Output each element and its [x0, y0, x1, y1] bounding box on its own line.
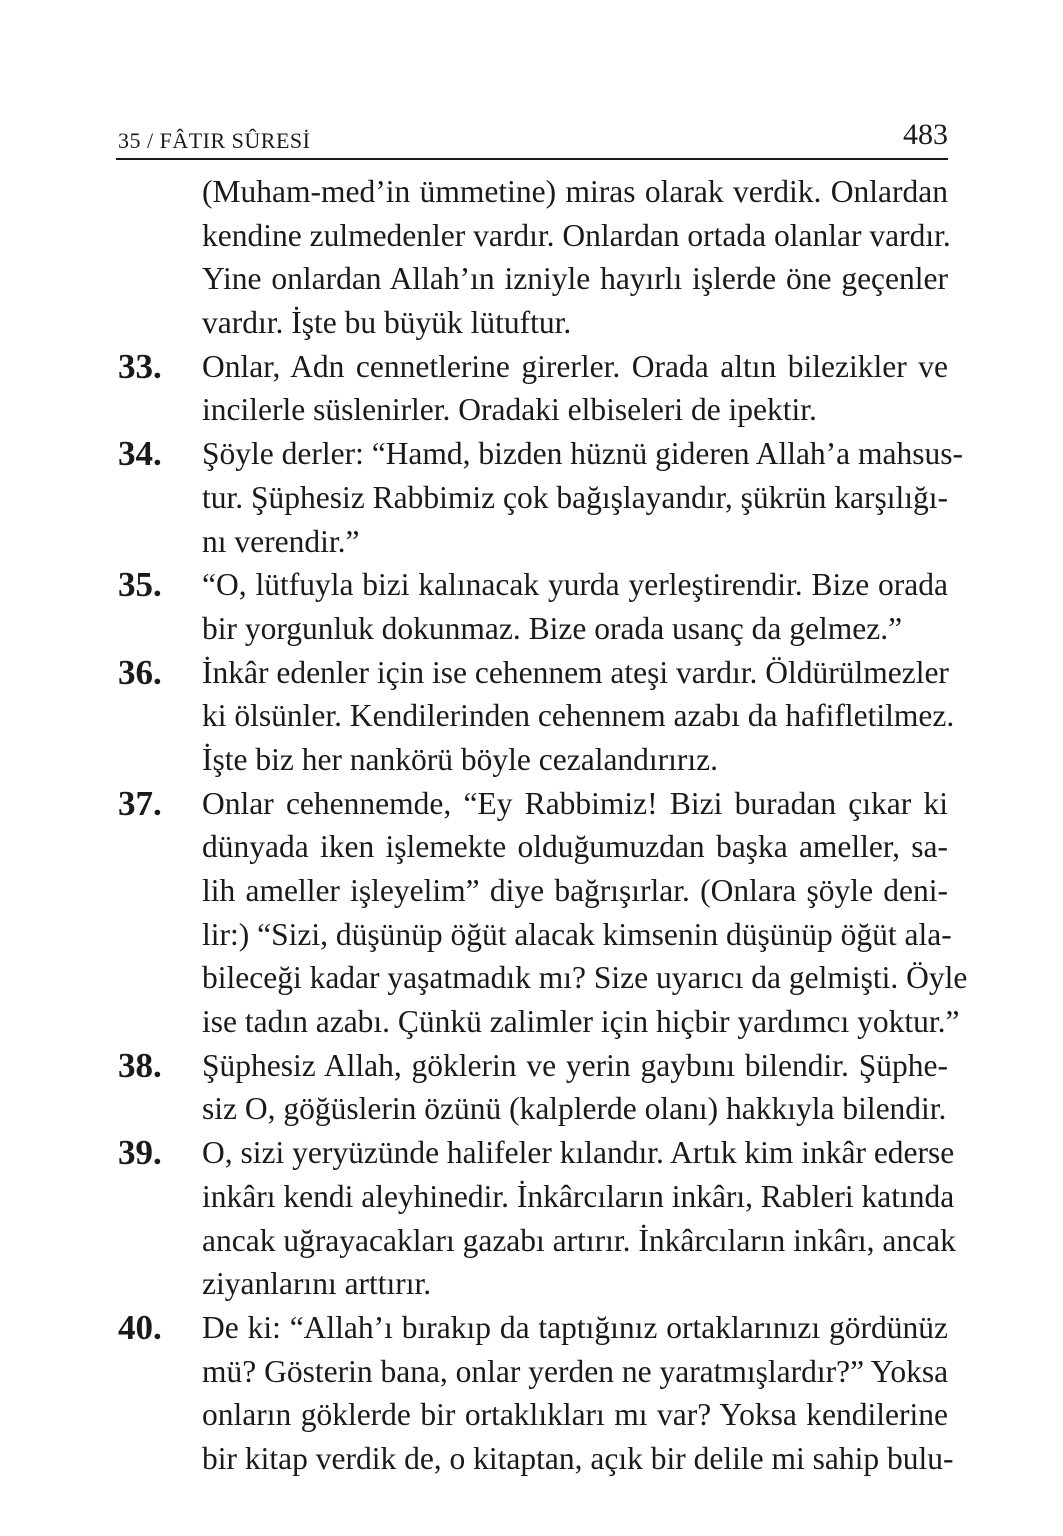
text-line: De ki: “Allah’ı bırakıp da taptığınız ortaklarınızı gördünüz [202, 1309, 948, 1345]
verse-number: 33. [118, 346, 162, 386]
page-header [116, 112, 948, 160]
verse-36 [116, 651, 955, 782]
text-line: “O, lütfuyla bizi kalınacak yurda yerleştirendir. Bize orada [202, 567, 948, 603]
text-line: Şöyle derler: “Hamd, bizden hüznü gideren Allah’a mahsus- [202, 436, 964, 472]
text-line: Şüphesiz Allah, göklerin ve yerin gaybını bilendir. Şüphe- [202, 1047, 948, 1083]
text-line: bir yorgunluk dokunmaz. Bize orada usanç da gelmez.” [202, 610, 903, 646]
text-line: mü? Gösterin bana, onlar yerden ne yaratmışlardır?” Yoksa [202, 1353, 949, 1389]
intro-paragraph [116, 170, 951, 345]
text-line: (Muham-med’in ümmetine) miras olarak verdik. Onlardan [202, 174, 948, 209]
verse-number: 35. [118, 565, 162, 605]
text-line: Yine onlardan Allah’ın izniyle hayırlı işlerde öne geçenler [202, 261, 948, 297]
verse-number: 38. [118, 1045, 162, 1085]
text-line: ki ölsünler. Kendilerinden cehennem azabı da hafifletilmez. [202, 698, 955, 734]
text-line: ancak uğrayacakları gazabı artırır. İnkârcıların inkârı, ancak [202, 1222, 956, 1258]
text-line: ise tadın azabı. Çünkü zalimler için hiçbir yardımcı yoktur.” [202, 1004, 960, 1040]
text-line: bir kitap verdik de, o kitaptan, açık bir delile mi sahip bulu- [202, 1440, 954, 1476]
verse-number: 37. [118, 783, 162, 823]
text-line: vardır. İşte bu büyük lütuftur. [202, 305, 572, 341]
text-line: siz O, göğüslerin özünü (kalplerde olanı) hakkıyla bilendir. [202, 1091, 947, 1127]
verse-number: 34. [118, 434, 162, 474]
verse-number: 40. [118, 1307, 162, 1347]
text-line: lih ameller işleyelim” diye bağrışırlar. (Onlara şöyle deni- [202, 873, 948, 908]
verse-34 [116, 432, 964, 563]
verse-number: 36. [118, 652, 162, 692]
page-number: 483 [903, 118, 948, 151]
text-line: dünyada iken işlemekte olduğumuzdan başka ameller, sa- [202, 829, 948, 865]
text-line: bileceği kadar yaşatmadık mı? Size uyarıcı da gelmişti. Öyle [202, 960, 968, 996]
verse-33 [116, 345, 948, 432]
text-line: İşte biz her nankörü böyle cezalandırırız. [202, 741, 719, 777]
text-line: kendine zulmedenler vardır. Onlardan ortada olanlar vardır. [202, 217, 951, 253]
text-line: ziyanlarını arttırır. [202, 1266, 432, 1302]
text-line: O, sizi yeryüzünde halifeler kılandır. Artık kim inkâr ederse [202, 1135, 955, 1171]
text-line: Onlar cehennemde, “Ey Rabbimiz! Bizi buradan çıkar ki [202, 785, 948, 821]
verse-37 [116, 782, 968, 1044]
text-line: lir:) “Sizi, düşünüp öğüt alacak kimsenin düşünüp öğüt ala- [202, 916, 952, 952]
verse-38 [116, 1044, 948, 1131]
verse-number: 39. [118, 1133, 162, 1173]
text-line: nı verendir.” [202, 523, 360, 559]
verse-40 [116, 1306, 954, 1481]
verse-39 [116, 1131, 956, 1306]
text-line: inkârı kendi aleyhinedir. İnkârcıların inkârı, Rableri katında [202, 1178, 955, 1214]
page-body [116, 170, 968, 1481]
verse-35 [116, 563, 948, 650]
running-title: 35 / FÂTIR SÛRESİ [118, 128, 311, 153]
text-line: Onlar, Adn cennetlerine girerler. Orada altın bilezikler ve [202, 348, 948, 384]
text-line: onların göklerde bir ortaklıkları mı var? Yoksa kendilerine [202, 1397, 948, 1433]
text-line: tur. Şüphesiz Rabbimiz çok bağışlayandır, şükrün karşılığı- [202, 479, 948, 515]
text-line: incilerle süslenirler. Oradaki elbiseleri de ipektir. [202, 392, 817, 428]
text-line: İnkâr edenler için ise cehennem ateşi vardır. Öldürülmezler [202, 654, 949, 690]
